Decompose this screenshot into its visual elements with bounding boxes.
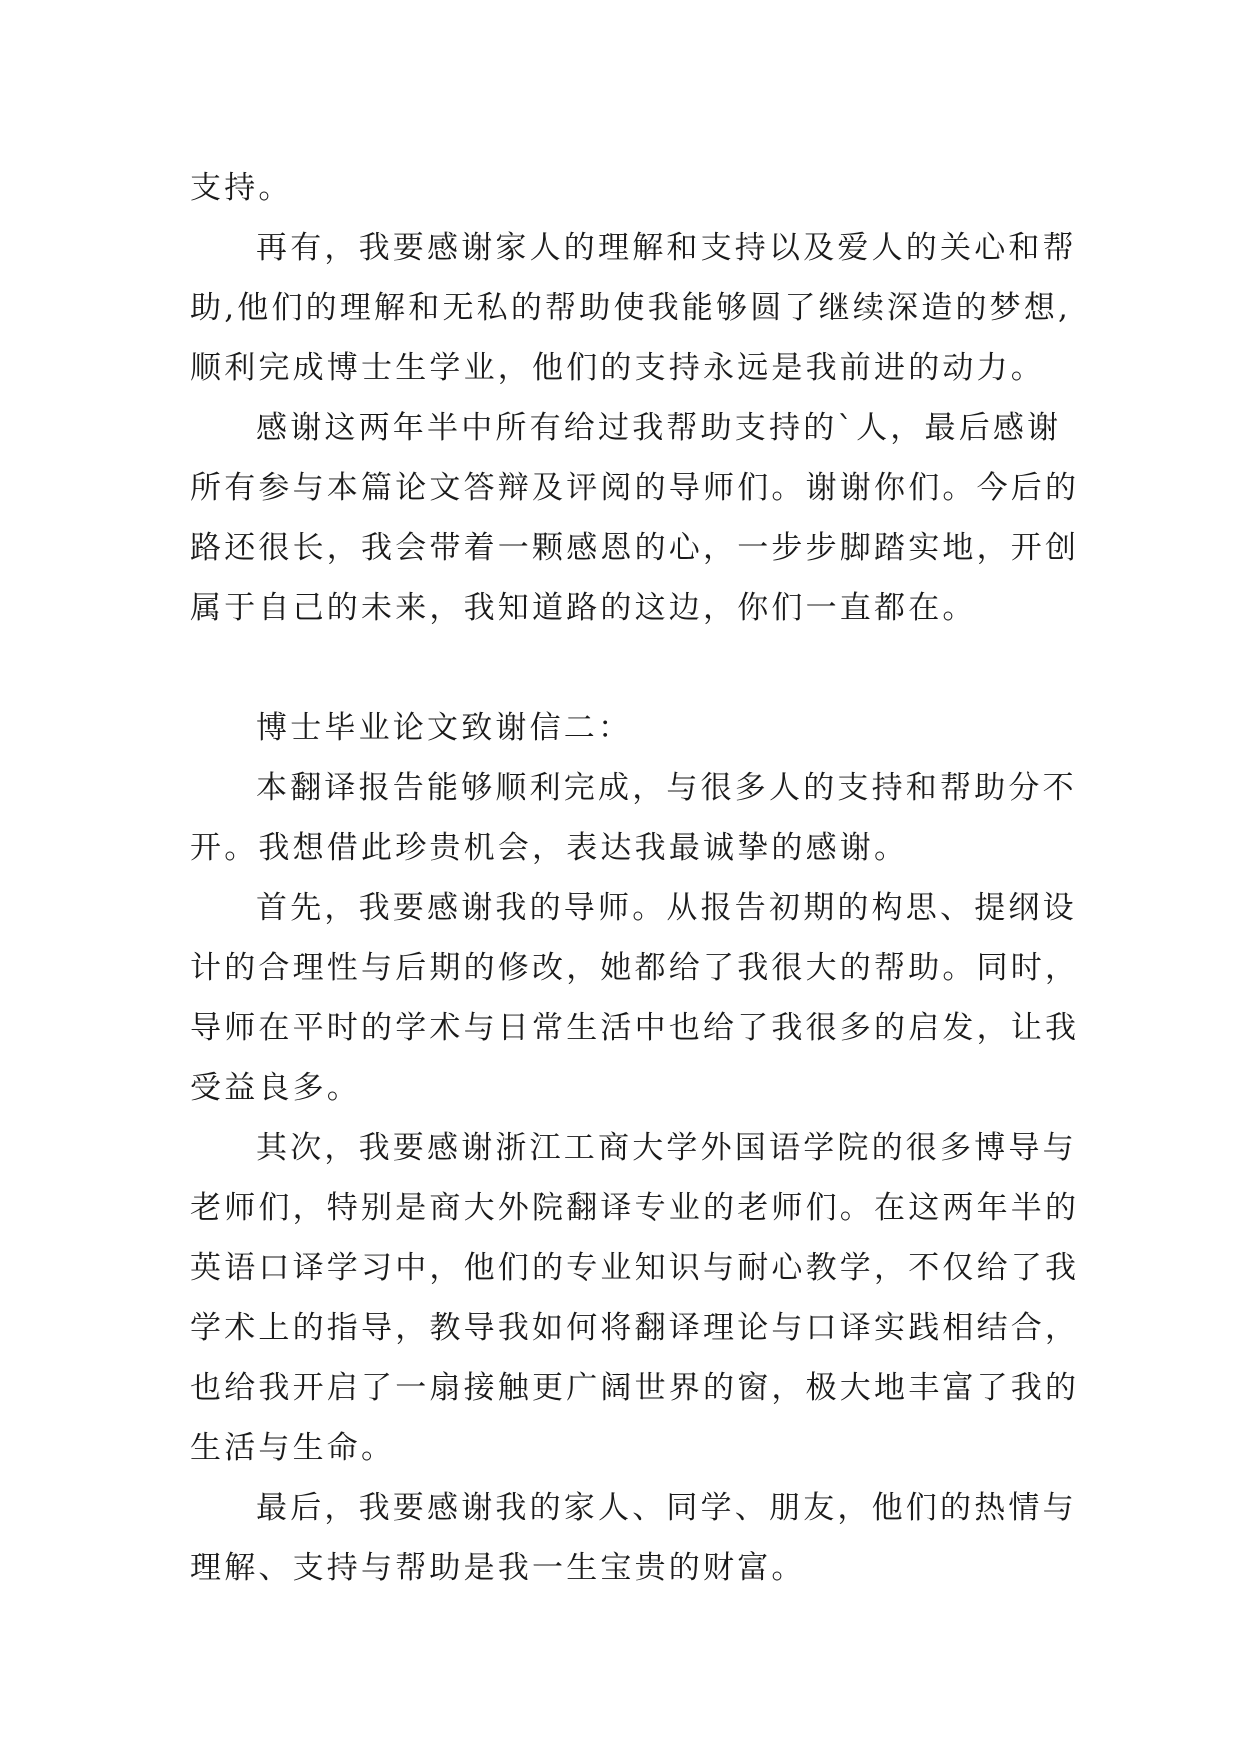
- paragraph-line: 学术上的指导，教导我如何将翻译理论与口译实践相结合，: [190, 1310, 1080, 1346]
- paragraph-line: 英语口译学习中，他们的专业知识与耐心教学，不仅给了我: [190, 1250, 1080, 1286]
- paragraph-line: 最后，我要感谢我的家人、同学、朋友，他们的热情与: [256, 1490, 1077, 1526]
- paragraph-line: 其次，我要感谢浙江工商大学外国语学院的很多博导与: [256, 1130, 1077, 1166]
- paragraph-line: 助,他们的理解和无私的帮助使我能够圆了继续深造的梦想,: [190, 290, 1072, 326]
- paragraph-line: 导师在平时的学术与日常生活中也给了我很多的启发，让我: [190, 1010, 1080, 1046]
- document-body: [190, 158, 1090, 1598]
- paragraph-line: 计的合理性与后期的修改，她都给了我很大的帮助。同时，: [190, 950, 1080, 986]
- paragraph-line: 路还很长，我会带着一颗感恩的心，一步步脚踏实地，开创: [190, 530, 1080, 566]
- paragraph-line: 也给我开启了一扇接触更广阔世界的窗，极大地丰富了我的: [190, 1370, 1080, 1406]
- paragraph-line: 感谢这两年半中所有给过我帮助支持的`人，最后感谢: [256, 410, 1062, 446]
- paragraph-line: 本翻译报告能够顺利完成，与很多人的支持和帮助分不: [256, 770, 1077, 806]
- paragraph-line: 理解、支持与帮助是我一生宝贵的财富。: [190, 1550, 806, 1586]
- paragraph-line: 生活与生命。: [190, 1430, 396, 1466]
- paragraph-line: 支持。: [190, 170, 293, 206]
- paragraph-line: 老师们，特别是商大外院翻译专业的老师们。在这两年半的: [190, 1190, 1080, 1226]
- paragraph-line: 顺利完成博士生学业，他们的支持永远是我前进的动力。: [190, 350, 1045, 386]
- section-spacer: [190, 638, 1090, 698]
- paragraph-line: 再有，我要感谢家人的理解和支持以及爱人的关心和帮: [256, 230, 1077, 266]
- section-heading: 博士毕业论文致谢信二：: [256, 710, 633, 746]
- paragraph-line: 受益良多。: [190, 1070, 361, 1106]
- paragraph-line: 属于自己的未来，我知道路的这边，你们一直都在。: [190, 590, 977, 626]
- paragraph-line: 开。我想借此珍贵机会，表达我最诚挚的感谢。: [190, 830, 909, 866]
- paragraph-line: 首先，我要感谢我的导师。从报告初期的构思、提纲设: [256, 890, 1077, 926]
- paragraph-line: 所有参与本篇论文答辩及评阅的导师们。谢谢你们。今后的: [190, 470, 1080, 506]
